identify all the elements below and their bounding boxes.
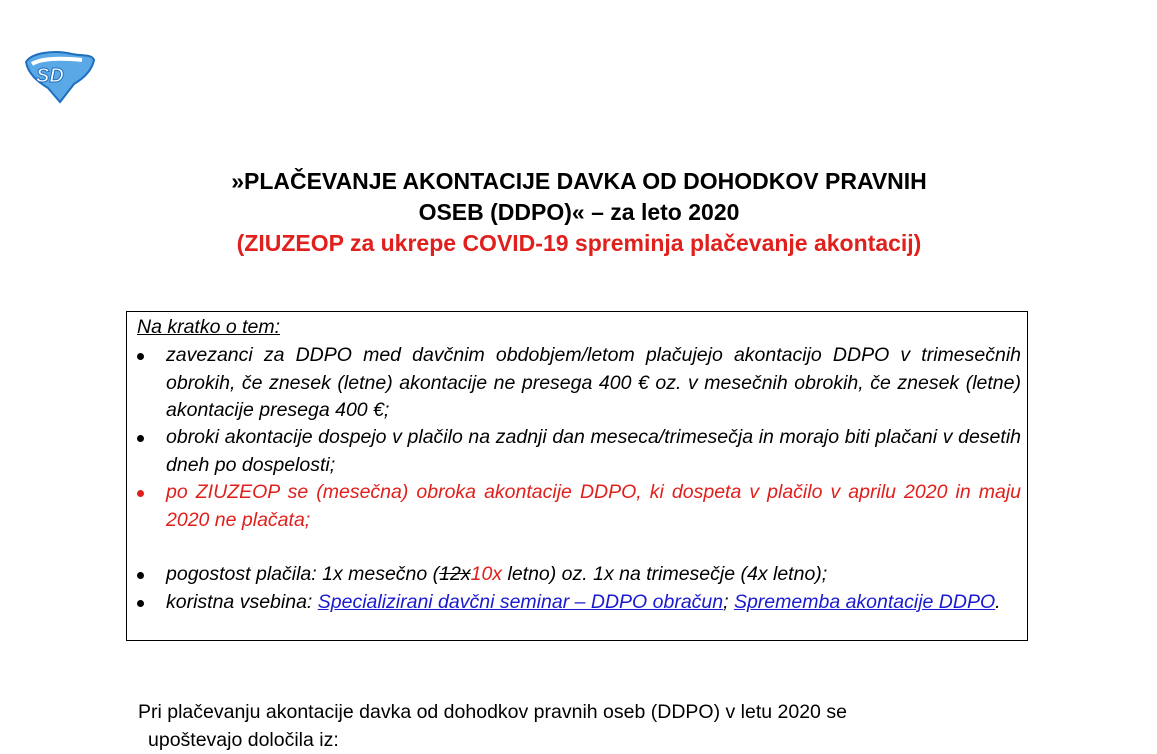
bullet-icon bbox=[137, 353, 144, 360]
sd-shield-logo-icon bbox=[22, 48, 96, 104]
bullet-icon bbox=[137, 600, 144, 607]
struck-value: 12x bbox=[439, 563, 471, 585]
bullet-icon bbox=[137, 490, 144, 497]
document-title bbox=[130, 166, 1028, 259]
list-item bbox=[137, 424, 1021, 479]
list-item-text: po ZIUZEOP se (mesečna) obroka akontacije DDPO, ki dospeta v plačilo v aprilu 2020 in maju 2020 ne plačata; bbox=[166, 481, 1021, 531]
bullet-icon bbox=[137, 435, 144, 442]
list-item-text bbox=[166, 589, 1021, 617]
list-item bbox=[137, 589, 1021, 617]
company-logo bbox=[22, 48, 96, 104]
title-subtitle: (ZIUZEOP za ukrepe COVID-19 spreminja plačevanje akontacij) bbox=[236, 230, 922, 256]
bullet-icon bbox=[137, 572, 144, 579]
list-item-text: obroki akontacije dospejo v plačilo na zadnji dan meseca/trimesečja in morajo biti plačani v desetih dneh po dospelosti; bbox=[166, 426, 1021, 476]
title-line-2: OSEB (DDPO)« – za leto 2020 bbox=[418, 199, 740, 225]
list-item-text: zavezanci za DDPO med davčnim obdobjem/letom plačujejo akontacijo DDPO v trimesečnih obrokih, če znesek (letne) akontacije ne presega 400 € oz. v mesečnih obrokih, če znesek (letne) akontacije presega 400 €; bbox=[166, 344, 1021, 421]
seminar-link[interactable]: Specializirani davčni seminar – DDPO obračun bbox=[317, 591, 724, 613]
link-separator: ; bbox=[723, 591, 734, 613]
advance-change-link[interactable]: Sprememba akontacije DDPO bbox=[733, 591, 996, 613]
paragraph-line-2: upoštevajo določila iz: bbox=[148, 729, 339, 751]
useful-content-prefix: koristna vsebina: bbox=[166, 591, 318, 613]
summary-heading: Na kratko o tem: bbox=[137, 316, 281, 338]
summary-box bbox=[126, 311, 1028, 641]
paragraph-line-1: Pri plačevanju akontacije davka od dohodkov pravnih oseb (DDPO) v letu 2020 se bbox=[138, 701, 847, 723]
list-item bbox=[137, 561, 1021, 589]
new-value: 10x bbox=[470, 563, 503, 585]
svg-text:SD: SD bbox=[36, 65, 64, 87]
frequency-prefix: pogostost plačila: 1x mesečno ( bbox=[166, 563, 440, 585]
useful-content-suffix: . bbox=[995, 591, 1001, 613]
title-line-1: »PLAČEVANJE AKONTACIJE DAVKA OD DOHODKOV PRAVNIH bbox=[231, 168, 927, 194]
list-item-text bbox=[166, 561, 1021, 589]
frequency-suffix: letno) oz. 1x na trimesečje (4x letno); bbox=[502, 563, 828, 585]
list-item bbox=[137, 342, 1021, 425]
body-paragraph bbox=[138, 698, 1020, 754]
list-item bbox=[137, 479, 1021, 534]
